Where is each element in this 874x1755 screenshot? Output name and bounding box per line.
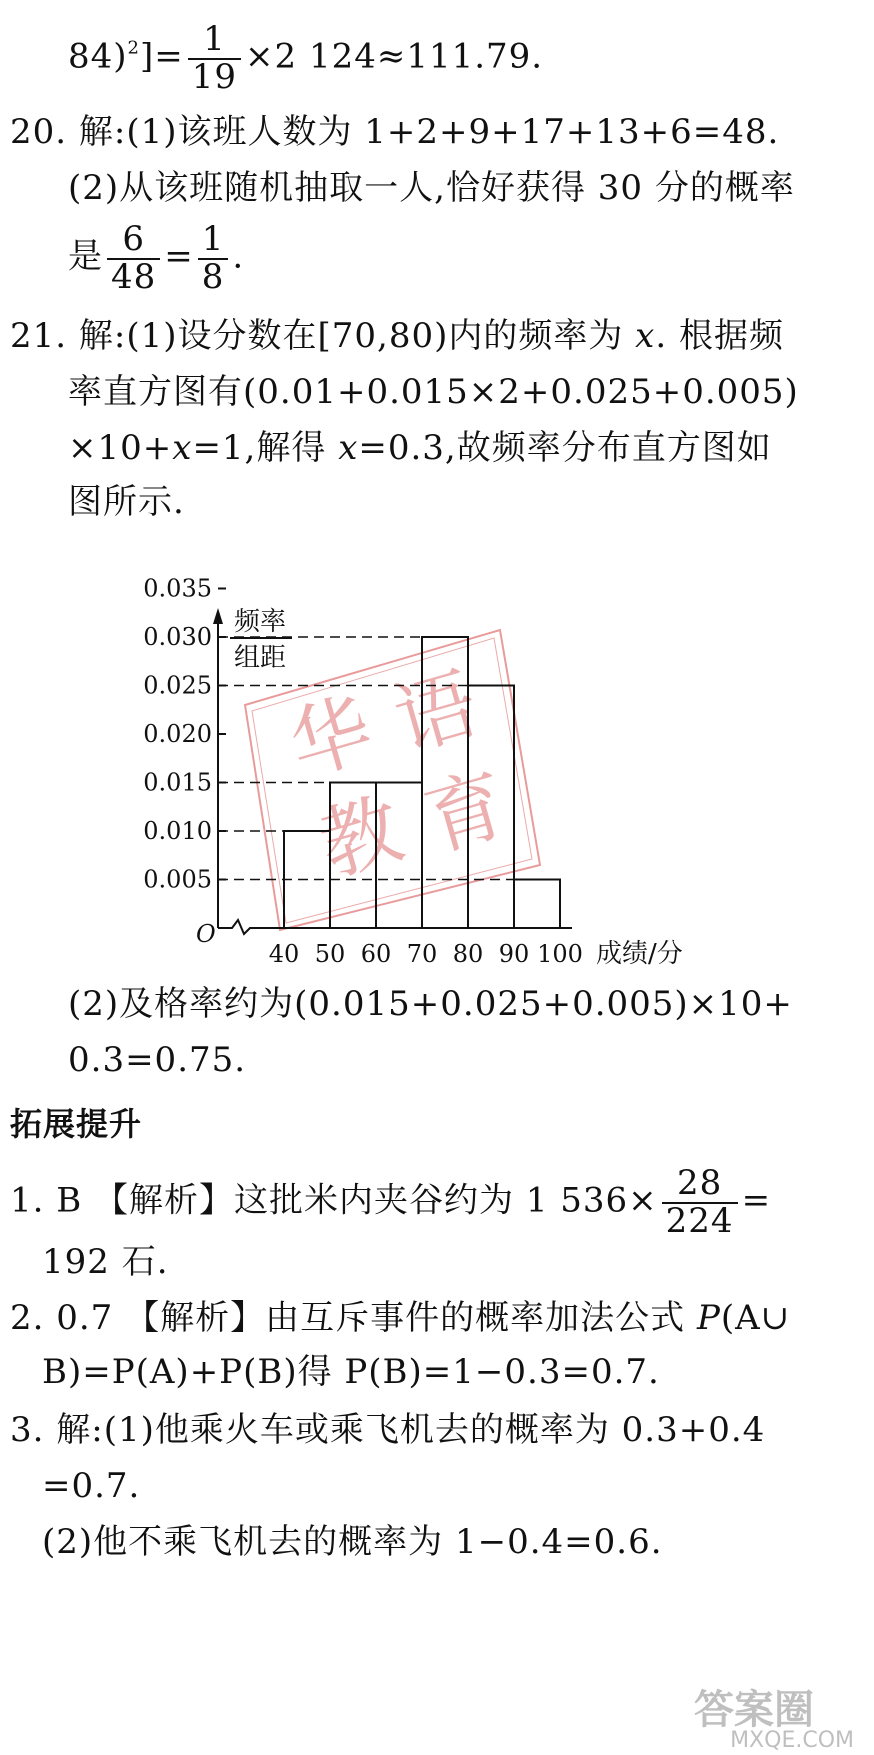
- numerator: 28: [676, 1163, 723, 1203]
- ext2-line-2: B)=P(A)+P(B)得 P(B)=1−0.3=0.7.: [42, 1352, 660, 1392]
- q20-line-2: (2)从该班随机抽取一人,恰好获得 30 分的概率: [68, 168, 795, 208]
- text: ×10+: [68, 428, 173, 468]
- text: 2. 0.7 【解析】由互斥事件的概率加法公式: [10, 1298, 697, 1338]
- text: =0.3,故频率分布直方图如: [358, 428, 772, 468]
- text: (A∪: [720, 1298, 791, 1338]
- denominator: 224: [662, 1202, 738, 1240]
- y-tick-label: 0.015: [143, 768, 212, 797]
- q21-line-2: 率直方图有(0.01+0.015×2+0.025+0.005): [68, 372, 799, 412]
- fraction: [188, 19, 241, 97]
- superscript: 2: [127, 37, 140, 59]
- stamp-char: 教: [309, 781, 413, 894]
- variable: x: [172, 428, 193, 468]
- x-axis-label: 成绩/分: [596, 939, 683, 969]
- formula-text: ×2 124≈111.79.: [245, 36, 544, 77]
- stamp-char: 育: [414, 756, 518, 869]
- text: =1,解得: [192, 428, 339, 468]
- y-tick-label: 0.020: [143, 720, 212, 748]
- q20-line-3: [68, 219, 245, 297]
- variable: P: [696, 1298, 721, 1338]
- q21-line-5: (2)及格率约为(0.015+0.025+0.005)×10+: [68, 984, 793, 1024]
- y-axis-arrow: [213, 608, 223, 624]
- ext1-line-2: 192 石.: [42, 1242, 169, 1282]
- q21-line-6: 0.3=0.75.: [68, 1040, 247, 1080]
- q21-line-4: 图所示.: [68, 482, 185, 522]
- axes: [213, 589, 572, 935]
- x-tick-label: 90: [498, 940, 530, 968]
- formula-line-variance: [68, 19, 544, 97]
- text: . 根据频: [655, 316, 784, 356]
- stamp-char: 语: [384, 656, 488, 769]
- y-axis-label-numerator: 频率: [233, 607, 287, 637]
- q21-line-3: [68, 428, 772, 468]
- y-tick-label: 0.010: [143, 817, 212, 845]
- q20-line-1: 20. 解:(1)该班人数为 1+2+9+17+13+6=48.: [10, 112, 780, 152]
- x-tick-label: 50: [314, 940, 346, 968]
- x-tick-label: 100: [537, 940, 583, 968]
- formula-text: 84): [68, 36, 128, 77]
- formula-text: ]=: [139, 36, 184, 77]
- x-tick-label: 70: [406, 940, 438, 968]
- frequency-histogram: [143, 574, 770, 1100]
- axis-labels: [143, 575, 682, 970]
- y-tick-label: 0.030: [143, 623, 212, 651]
- section-heading: 拓展提升: [10, 1105, 143, 1143]
- numerator: 1: [203, 19, 226, 59]
- denominator: 8: [198, 258, 229, 296]
- ext3-line-1: 3. 解:(1)他乘火车或乘飞机去的概率为 0.3+0.4: [10, 1410, 766, 1450]
- y-axis-label-denominator: 组距: [233, 643, 287, 673]
- y-tick-label: 0.025: [143, 671, 212, 700]
- text: =: [741, 1180, 772, 1221]
- x-tick-label: 40: [268, 940, 300, 968]
- y-tick-label: 0.005: [143, 865, 212, 894]
- site-watermark-logo: 答案圈: [694, 1687, 814, 1733]
- y-tick-label: 0.035: [143, 574, 212, 603]
- ext3-line-3: (2)他不乘飞机去的概率为 1−0.4=0.6.: [42, 1522, 663, 1562]
- numerator: 6: [122, 219, 145, 259]
- site-watermark-url: MXQE.COM: [730, 1728, 854, 1753]
- numerator: 1: [201, 219, 225, 259]
- red-stamp-watermark: [245, 630, 540, 930]
- variable: x: [338, 428, 359, 468]
- ext1-line-1: [10, 1163, 772, 1241]
- q21-line-1: [10, 316, 784, 356]
- histogram-bar: [514, 880, 560, 929]
- text: .: [232, 236, 245, 277]
- ext2-line-1: [10, 1298, 790, 1338]
- ext3-line-2: =0.7.: [42, 1466, 141, 1506]
- origin-label: O: [196, 920, 216, 948]
- fraction: [662, 1163, 738, 1241]
- stamp-char: 华: [279, 681, 383, 794]
- text: 1. B 【解析】这批米内夹谷约为 1 536×: [10, 1180, 658, 1221]
- text: 21. 解:(1)设分数在[70,80)内的频率为: [10, 316, 636, 356]
- fraction: [198, 219, 229, 297]
- x-axis-break: [218, 920, 284, 934]
- variable: x: [635, 316, 656, 356]
- denominator: 48: [107, 258, 160, 296]
- x-tick-label: 80: [452, 940, 484, 968]
- text: =: [164, 236, 194, 277]
- x-tick-label: 60: [360, 940, 392, 968]
- fraction: [107, 219, 160, 297]
- text: 是: [68, 236, 103, 277]
- denominator: 19: [188, 58, 241, 96]
